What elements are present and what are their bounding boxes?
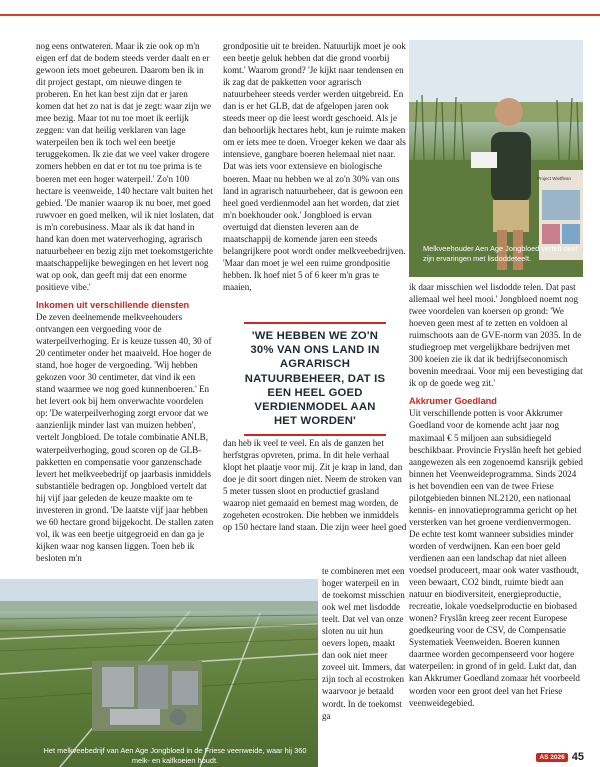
speaker-photo [409,40,583,277]
body-paragraph: te combineren met een hoger waterpeil en in de toekomst misschien ook wel met lisdodde teelt. Dat vel van onze sloten nu uit hun oevers lopen, maakt dan ook niet meer zoveel uit. Immers, dat zijn toch al ecostroken waarvoor je betaald wordt. In de toekomst ga [322,566,406,721]
body-paragraph: grondpositie uit te breiden. Natuurlijk moet je ook een beetje geluk hebben dat die grond voorbij komt.' Waarom grond? 'Je kijkt naar tendensen en ik zag dat de pakketten voor agrarisch natuurbeheer steeds verder werden uitgebreid. En dan is er het GLB, dat de afgelopen jaren ook steeds meer op die leest wordt geschoeid. Als je dan behoorlijk hectares hebt, kun je ruimte maken om er iets mee te doen. Vroeger keken we daar als intensieve, gangbare boeren helemaal niet naar. Dat was iets voor extensieve en biologische boeren. Maar nu hebben we al zo'n 30% van ons land in agrarisch natuurbeheer, dat is gewoon een heel goed verdienmodel aan het worden, dat ziet m'n boekhouder ook.' Jongbloed is ervan overtuigd dat diensten leveren aan de maatschappij de komende jaren een steeds belangrijkere poot wordt onder melkveebedrijven. 'Maar dan moet je wel een ruime grondpositie hebben. Ik hoef niet 5 of 6 keer m'n gras te maaien, [223,41,406,292]
farm-photo-caption: Het melkveebedrijf van Aen Age Jongbloed in de Friese veenweide, waar hij 360 melk- en kalfkoeien houdt. [43,746,307,765]
page-number: 45 [571,751,584,763]
column-2-narrow [322,565,407,722]
pull-quote [244,322,386,436]
top-accent-line [0,14,600,16]
column-3 [409,281,583,709]
body-paragraph: Uit verschillende potten is voor Akkrumer Goedland voor de komende acht jaar nog maximaal € 5 miljoen aan subsidiegeld beschikbaar. Provincie Fryslân heeft het gebied aangewezen als een zogenoemd kansrijk gebied binnen het Veenweideprogramma. Sinds 2024 is het bovendien een van de twee Friese pilotgebieden binnen NL2120, een nationaal kennis- en innovatieprogramma gericht op het versterken van het groene verdienvermogen. De echte test komt wanneer subsidies minder worden of verdwijnen. Kan een boer geld verdienen aan een landschap dat niet alleen voedsel produceert, maar ook water vasthoudt, veen bewaart, CO2 bindt, ruimte biedt aan natuur en biodiversiteit, energieproductie, recreatie, lokale voedselproductie en biobased wonen? Fryslân kreeg zeer recent Europese goedkeuring voor de CSV, de Compensatie Systematiek Veenweiden. Boeren kunnen daarmee worden gecompenseerd voor hogere waterpeilen: in grond of in geld. Lukt dat, dan kan Akkrumer Goedland zomaar hét voorbeeld worden voor een groot deel van het Friese veenweidegebied. [409,408,583,708]
column-1 [36,40,214,564]
column-2 [223,40,407,293]
poster-title: Project Wietflean [537,176,572,181]
speaker-photo-caption: Melkveehouder Aen Age Jongbloed vertelt over zijn ervaringen met lisdoddeteelt. [423,244,578,263]
body-paragraph: nog eens ontwateren. Maar ik zie ook op m'n eigen erf dat de bodem steeds verder daalt en er gewoon iets moet gebeuren. Daarom ben ik in dit project gestapt, om nieuwe dingen te proberen. En het kan best zijn dat er jaren komen dat het zo nat is dat je zegt: waar zijn we mee bezig. Maar tot nu toe moet ik eerlijk zeggen: van dat heilig verklaren van lage waterpeilen ben ik toch wel een beetje teruggekomen. Ik zie dat we veel vaker drogere zomers hebben en dat er tot nu toe prima is te boeren met een hoger waterpeil.' Zo'n 100 hectare is veenweide, 140 hectare valt buiten het gebied. 'De manier waarop ik nu boer, met goed ruwvoer en goed melken, wil ik niet loslaten, dat is m'n corebusiness. Maar als ik dat hand in hand kan doen met waterverhoging, agrarisch natuurbeheer en bezig zijn met toekomstgerichte maatschappelijke bewegingen en het levert nog wat op ook, dan geeft mij dat een enorme positieve vibe.' [36,41,214,292]
subheading-akkrumer: Akkrumer Goedland [409,396,497,407]
farm-aerial-illustration [0,579,318,767]
page-footer [536,750,584,764]
body-paragraph: De zeven deelnemende melkveehouders ontvangen een vergoeding voor de waterpeilverhoging. Er is keuze tussen 40, 30 of 20 centimeter onder het maaiveld. Hoe hoger de stand, hoe hoger de vergoeding. 'Wij hebben gekozen voor 30 centimeter, dat vind ik een stand waarmee we nog goed kunnenboeren.' En het levert ook bij hem onverwachte voordelen op: 'De waterpeilverhoging zorgt ervoor dat we aanzienlijk minder last van muizen hebben', vertelt Jongbloed. De totale combinatie ANLB, waterpeilverhoging, goud scoren op de GLB-pakketten en compensatie voor ganzenschade levert het melkveebedrijf op jaarbasis inmiddels substantiële bedragen op. Jongbloed vertelt dat hij vijf jaar geleden de keuze maakte om te investeren in grond. 'De laatste vijf jaar hebben we 60 hectare grond bijgekocht. De stallen zaten vol, ik was een beetje uitgegroeid en dan ga je kijken waar nog kansen liggen. Toen heb ik besloten m'n [36,311,214,563]
magazine-logo: AS 2026 [536,753,567,762]
body-paragraph: dan heb ik veel te veel. En als de ganzen het herfstgras opvreten, prima. In dit hele verhaal klopt het plaatje voor mij. Zit je krap in land, dan doe je dit soort dingen niet. Neem de stroken van 5 meter tussen sloot en productief grasland waarop niet gemaaid en bemest mag worden, de zogeheten ecostroken. Die hebben we inmiddels op 150 hectare land staan. Die zijn weer heel goed [223,438,407,533]
column-2-continued [223,437,407,533]
farm-aerial-photo [0,579,318,767]
pull-quote-text: 'WE HEBBEN WE ZO'N 30% VAN ONS LAND IN AGRARISCH NATUURBEHEER, DAT IS EEN HEEL GOED VERDIENMODEL AAN HET WORDEN' [244,330,386,428]
body-paragraph: ik daar misschien wel lisdodde telen. Dat past allemaal wel heel mooi.' Jongbloed noemt nog twee voordelen van koersen op grond: 'We hoeven geen mest af te zetten en voldoen al ruimschoots aan de GVE-norm van 2035. In de studiegroep met vergelijkbare bedrijven met 300 koeien zie ik dat ik bedrijfseconomisch bovenin meedraai. Voor mij een bevestiging dat ik op de goede weg zit.' [409,282,583,389]
subheading-inkomen: Inkomen uit verschillende diensten [36,299,190,310]
speaker-photo-illustration [409,40,583,277]
